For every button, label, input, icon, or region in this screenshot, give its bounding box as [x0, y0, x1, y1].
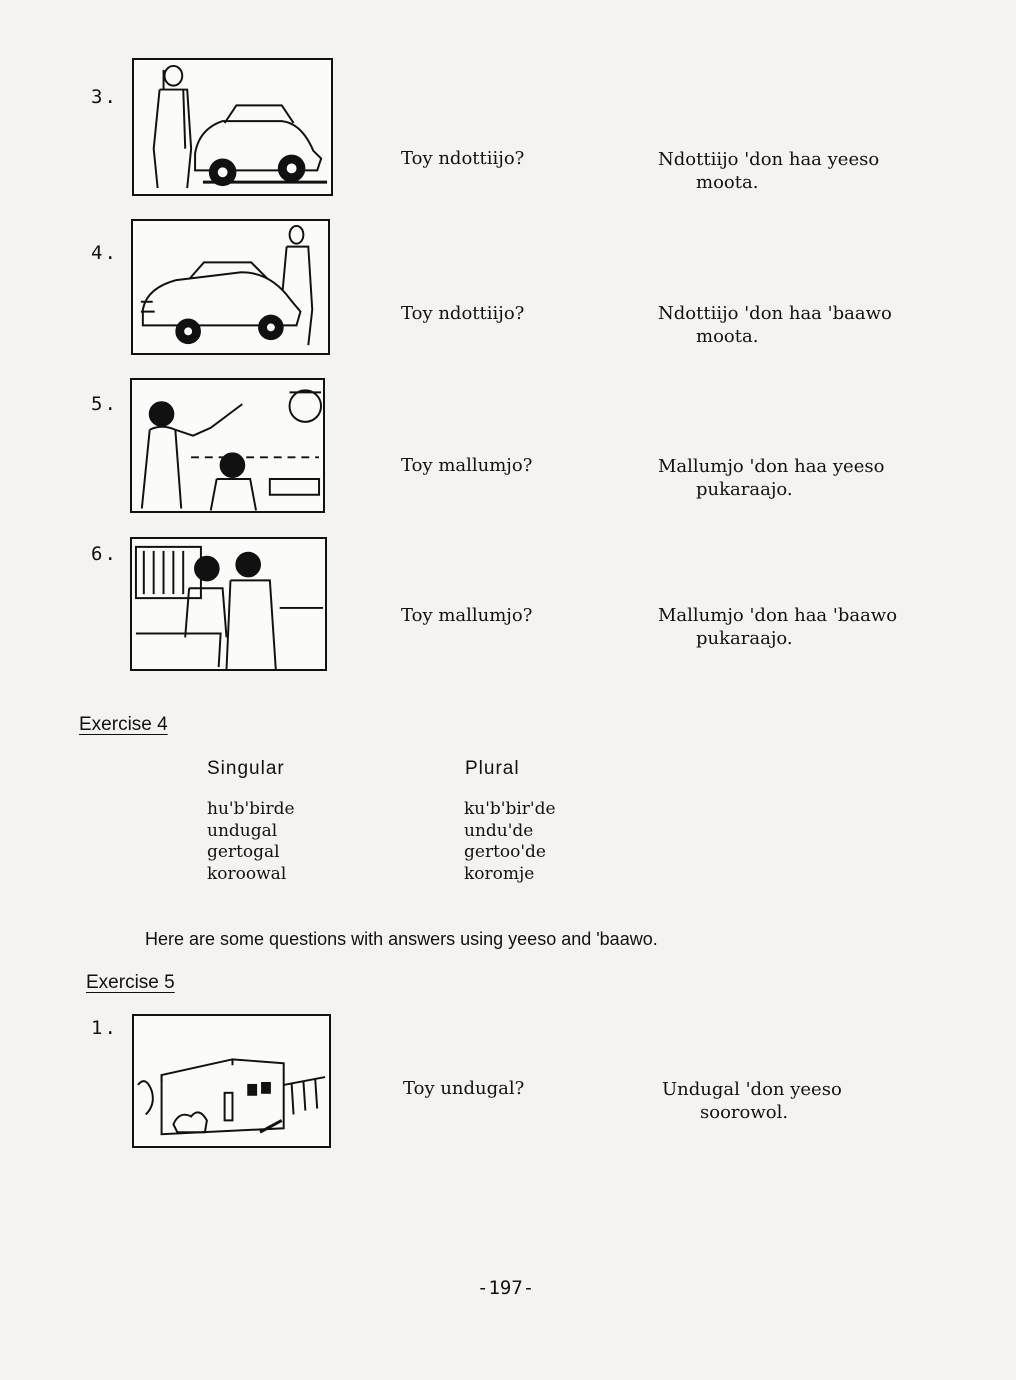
intro-sentence: Here are some questions with answers using yeeso and 'baawo. [145, 929, 658, 949]
answer-line-1: Ndottiijo 'don haa 'baawo [658, 303, 892, 324]
exercise-4-heading: Exercise 4 [79, 714, 168, 735]
answer-text [658, 148, 879, 194]
question-text: Toy ndottiijo? [401, 148, 525, 169]
plural-word-list [464, 799, 556, 885]
singular-word: undugal [207, 820, 278, 841]
teacher-behind-student-illustration [130, 537, 327, 671]
plural-word: gertoo'de [464, 842, 546, 862]
answer-line-1: Undugal 'don yeeso [662, 1079, 842, 1100]
answer-line-1: Mallumjo 'don haa yeeso [658, 456, 885, 477]
plural-word: ku'b'bir'de [464, 799, 556, 819]
plural-word: undu'de [464, 820, 534, 841]
teacher-at-board-illustration [130, 378, 325, 513]
question-text: Toy undugal? [403, 1078, 525, 1099]
answer-line-2: pukaraajo. [696, 628, 793, 649]
answer-text [662, 1078, 842, 1124]
question-text: Toy mallumjo? [401, 605, 533, 626]
item-number: 3. [91, 86, 118, 108]
answer-line-2: pukaraajo. [696, 479, 793, 500]
singular-word: koroowal [207, 863, 287, 884]
exercise-5-heading: Exercise 5 [86, 972, 175, 993]
singular-word: gertogal [207, 842, 280, 862]
answer-line-2: moota. [696, 172, 759, 193]
question-text: Toy ndottiijo? [401, 303, 525, 324]
answer-line-1: Mallumjo 'don haa 'baawo [658, 605, 898, 626]
item-number: 6. [91, 543, 118, 565]
question-text: Toy mallumjo? [401, 455, 533, 476]
plural-header: Plural [465, 758, 520, 779]
answer-line-2: soorowol. [700, 1102, 789, 1123]
item-number: 4. [91, 242, 118, 264]
car-with-man-behind-illustration [131, 219, 330, 355]
page-number: -197- [477, 1277, 535, 1299]
singular-word: hu'b'birde [207, 799, 295, 819]
answer-text [658, 604, 897, 650]
singular-word-list [207, 799, 295, 885]
answer-text [658, 302, 892, 348]
answer-line-2: moota. [696, 326, 759, 347]
man-beside-car-illustration [132, 58, 333, 196]
plural-word: koromje [464, 863, 535, 884]
answer-text [658, 455, 884, 501]
answer-line-1: Ndottiijo 'don haa yeeso [658, 149, 880, 170]
item-number: 5. [91, 393, 118, 415]
item-number: 1. [91, 1017, 118, 1039]
singular-header: Singular [207, 758, 285, 779]
house-illustration [132, 1014, 331, 1148]
